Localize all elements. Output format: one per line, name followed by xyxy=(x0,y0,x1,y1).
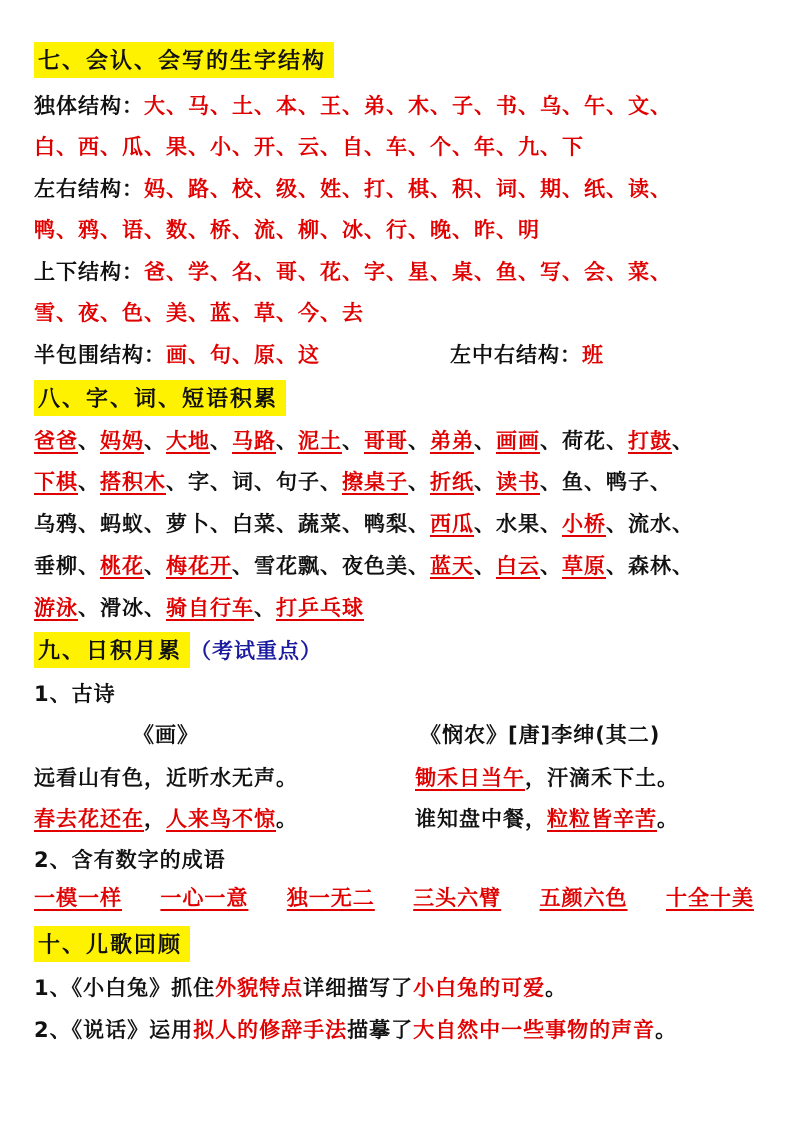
word-item: 大地 xyxy=(166,429,210,453)
word-item: 荷花 xyxy=(562,429,606,453)
word-separator: 、 xyxy=(408,470,430,494)
word-item: 白云 xyxy=(496,554,540,578)
word-separator: 、 xyxy=(78,429,100,453)
word-item: 擦桌子 xyxy=(342,470,408,494)
word-row xyxy=(34,425,773,455)
section-9-heading: 九、日积月累 xyxy=(34,632,190,668)
word-separator: 、 xyxy=(474,429,496,453)
word-separator: 、 xyxy=(408,512,430,536)
idiom-item: 三头六臂 xyxy=(413,886,502,910)
section-8-heading-row xyxy=(34,380,773,416)
poem-1-line-2-highlight-b: 人来鸟不惊 xyxy=(166,807,276,831)
word-separator: 、 xyxy=(144,596,166,620)
song-1-start: 1、《小白兔》抓住 xyxy=(34,976,216,1000)
word-item: 鸭子 xyxy=(606,470,650,494)
poems-subheading-text: 1、古诗 xyxy=(34,682,116,706)
word-separator: 、 xyxy=(320,554,342,578)
zuoyou-line-2 xyxy=(34,214,773,244)
section-8-heading: 八、字、词、短语积累 xyxy=(34,380,286,416)
word-row xyxy=(34,592,773,622)
word-item: 桃花 xyxy=(100,554,144,578)
shangxia-line-2 xyxy=(34,297,773,327)
poem-1-title-text: 《画》 xyxy=(133,723,199,747)
idioms-subheading-text: 2、含有数字的成语 xyxy=(34,848,226,872)
word-separator: 、 xyxy=(606,554,628,578)
poem-1-line-2-sep: ， xyxy=(144,807,166,831)
word-separator: 、 xyxy=(232,554,254,578)
section-9-heading-row xyxy=(34,632,773,668)
word-row xyxy=(34,550,773,580)
word-item: 梅花开 xyxy=(166,554,232,578)
word-separator: 、 xyxy=(166,470,188,494)
song-2-key-2: 大自然中一些事物的声音 xyxy=(413,1018,656,1042)
section-10-heading-row xyxy=(34,926,773,962)
poem-1-line-1-text: 远看山有色，近听水无声。 xyxy=(34,766,298,790)
poem-1-line-2-highlight-a: 春去花还在 xyxy=(34,807,144,831)
word-item: 妈妈 xyxy=(100,429,144,453)
idioms-subheading xyxy=(34,844,773,874)
word-separator: 、 xyxy=(210,470,232,494)
idiom-item: 五颜六色 xyxy=(539,886,628,910)
poem-2-line-2 xyxy=(415,803,773,833)
word-item: 打鼓 xyxy=(628,429,672,453)
song-2-key-1: 拟人的修辞手法 xyxy=(193,1018,348,1042)
section-7-heading: 七、会认、会写的生字结构 xyxy=(34,42,334,78)
poem-2-title-text: 《悯农》[唐]李绅(其二) xyxy=(420,723,661,747)
idiom-item: 十全十美 xyxy=(665,886,754,910)
song-2-start: 2、《说话》运用 xyxy=(34,1018,194,1042)
word-item: 画画 xyxy=(496,429,540,453)
song-1-key-1: 外貌特点 xyxy=(215,976,304,1000)
word-item: 字 xyxy=(188,470,210,494)
word-row xyxy=(34,466,773,496)
shangxia-chars-2: 雪、夜、色、美、蓝、草、今、去 xyxy=(34,301,364,325)
poem-2-line-2-start: 谁知盘中餐， xyxy=(415,807,547,831)
word-item: 滑冰 xyxy=(100,596,144,620)
word-item: 雪花飘 xyxy=(254,554,320,578)
word-separator: 、 xyxy=(540,512,562,536)
word-item: 打乒乓球 xyxy=(276,596,364,620)
song-1-mid: 详细描写了 xyxy=(303,976,414,1000)
word-separator: 、 xyxy=(210,429,232,453)
zuoyou-chars-2: 鸭、鸦、语、数、桥、流、柳、冰、行、晚、昨、明 xyxy=(34,218,540,242)
word-item: 哥哥 xyxy=(364,429,408,453)
poem-2-line-2-end: 。 xyxy=(657,807,679,831)
word-separator: 、 xyxy=(78,512,100,536)
section-9-note: （考试重点） xyxy=(190,639,323,663)
word-item: 夜色美 xyxy=(342,554,408,578)
section-7-heading-row xyxy=(34,42,773,78)
song-1-key-2: 小白兔的可爱 xyxy=(413,976,546,1000)
word-separator: 、 xyxy=(78,596,100,620)
poem-2-line-1-highlight: 锄禾日当午 xyxy=(415,766,525,790)
word-separator: 、 xyxy=(584,470,606,494)
poems-subheading xyxy=(34,678,773,708)
word-item: 蔬菜 xyxy=(298,512,342,536)
zuoyou-chars-1: 妈、路、校、级、姓、打、棋、积、词、期、纸、读、 xyxy=(144,177,672,201)
zuozhongyou-line xyxy=(450,339,773,369)
zuoyou-label: 左右结构： xyxy=(34,177,144,201)
word-item: 词 xyxy=(232,470,254,494)
poem-2-line-1 xyxy=(415,762,773,792)
word-item: 下棋 xyxy=(34,470,78,494)
word-item: 折纸 xyxy=(430,470,474,494)
poem-1-line-2-end: 。 xyxy=(276,807,298,831)
word-separator: 、 xyxy=(650,470,672,494)
word-separator: 、 xyxy=(342,429,364,453)
duti-label: 独体结构： xyxy=(34,94,144,118)
word-item: 白菜 xyxy=(232,512,276,536)
song-line-2 xyxy=(34,1014,773,1044)
word-separator: 、 xyxy=(474,470,496,494)
shangxia-label: 上下结构： xyxy=(34,260,144,284)
idiom-item: 一模一样 xyxy=(34,886,122,910)
idiom-item: 一心一意 xyxy=(160,886,249,910)
poem-2-line-1-rest: ，汗滴禾下土。 xyxy=(525,766,679,790)
word-item: 森林 xyxy=(628,554,672,578)
word-separator: 、 xyxy=(408,429,430,453)
word-separator: 、 xyxy=(210,512,232,536)
word-separator: 、 xyxy=(144,512,166,536)
shangxia-line-1 xyxy=(34,256,773,286)
word-separator: 、 xyxy=(606,512,628,536)
word-item: 读书 xyxy=(496,470,540,494)
word-item: 鱼 xyxy=(562,470,584,494)
word-separator: 、 xyxy=(474,512,496,536)
word-separator: 、 xyxy=(540,429,562,453)
word-separator: 、 xyxy=(78,554,100,578)
song-1-end: 。 xyxy=(545,976,568,1000)
word-item: 萝卜 xyxy=(166,512,210,536)
word-item: 小桥 xyxy=(562,512,606,536)
banbao-chars: 画、句、原、这 xyxy=(166,343,320,367)
word-item: 乌鸦 xyxy=(34,512,78,536)
word-item: 蓝天 xyxy=(430,554,474,578)
word-separator: 、 xyxy=(540,470,562,494)
word-item: 马路 xyxy=(232,429,276,453)
word-item: 西瓜 xyxy=(430,512,474,536)
word-separator: 、 xyxy=(276,429,298,453)
word-item: 句子 xyxy=(276,470,320,494)
word-separator: 、 xyxy=(408,554,430,578)
word-item: 泥土 xyxy=(298,429,342,453)
word-row xyxy=(34,508,773,538)
word-item: 鸭梨 xyxy=(364,512,408,536)
banbao-label: 半包围结构： xyxy=(34,343,166,367)
song-2-end: 。 xyxy=(655,1018,678,1042)
word-separator: 、 xyxy=(144,429,166,453)
word-separator: 、 xyxy=(672,512,694,536)
duti-chars-2: 白、西、瓜、果、小、开、云、自、车、个、年、九、下 xyxy=(34,135,584,159)
poem-2-title xyxy=(420,719,773,749)
word-separator: 、 xyxy=(276,512,298,536)
word-separator: 、 xyxy=(144,554,166,578)
word-item: 垂柳 xyxy=(34,554,78,578)
word-separator: 、 xyxy=(672,554,694,578)
word-separator: 、 xyxy=(540,554,562,578)
word-separator: 、 xyxy=(78,470,100,494)
word-separator: 、 xyxy=(672,429,694,453)
word-item: 蚂蚁 xyxy=(100,512,144,536)
zuozhongyou-label: 左中右结构： xyxy=(450,343,582,367)
poem-2-line-2-highlight: 粒粒皆辛苦 xyxy=(547,807,657,831)
duti-chars-1: 大、马、土、本、王、弟、木、子、书、乌、午、文、 xyxy=(144,94,672,118)
song-line-1 xyxy=(34,972,773,1002)
word-item: 流水 xyxy=(628,512,672,536)
word-item: 爸爸 xyxy=(34,429,78,453)
word-item: 骑自行车 xyxy=(166,596,254,620)
word-item: 游泳 xyxy=(34,596,78,620)
word-item: 搭积木 xyxy=(100,470,166,494)
idiom-item: 独一无二 xyxy=(286,886,375,910)
duti-line-2 xyxy=(34,131,773,161)
word-separator: 、 xyxy=(606,429,628,453)
duti-line-1 xyxy=(34,90,773,120)
shangxia-chars-1: 爸、学、名、哥、花、字、星、桌、鱼、写、会、菜、 xyxy=(144,260,672,284)
idiom-list xyxy=(34,882,754,912)
section-10-heading: 十、儿歌回顾 xyxy=(34,926,190,962)
zuozhongyou-chars: 班 xyxy=(582,343,604,367)
word-separator: 、 xyxy=(254,596,276,620)
song-2-mid: 描摹了 xyxy=(347,1018,414,1042)
word-separator: 、 xyxy=(474,554,496,578)
zuoyou-line-1 xyxy=(34,173,773,203)
word-item: 草原 xyxy=(562,554,606,578)
word-separator: 、 xyxy=(320,470,342,494)
word-item: 水果 xyxy=(496,512,540,536)
word-separator: 、 xyxy=(342,512,364,536)
word-separator: 、 xyxy=(254,470,276,494)
word-item: 弟弟 xyxy=(430,429,474,453)
